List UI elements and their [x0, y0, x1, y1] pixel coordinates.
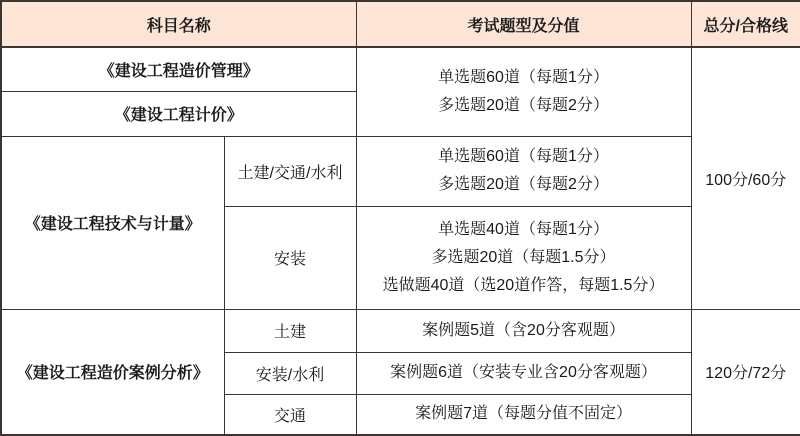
question-line: 多选题20道（每题2分）	[438, 96, 609, 114]
cell-questions-case-installation-water	[356, 352, 691, 394]
row-case-civil	[1, 309, 800, 352]
header-row	[1, 1, 800, 47]
question-line: 单选题60道（每题1分）	[438, 148, 609, 165]
cell-total-first-group: 100分/60分	[691, 47, 800, 309]
question-line: 单选题40道（每题1分）	[438, 220, 609, 238]
cell-subject-case-analysis: 《建设工程造价案例分析》	[1, 309, 224, 435]
question-line: 多选题20道（每题2分）	[438, 176, 609, 193]
cell-spec-civil-traffic-water: 土建/交通/水利	[224, 136, 356, 206]
cell-spec-civil: 土建	[224, 309, 356, 352]
question-line: 选做题40道（选20道作答，每题1.5分）	[382, 276, 665, 294]
header-subject-name: 科目名称	[1, 1, 356, 47]
cell-subject-management: 《建设工程造价管理》	[1, 47, 356, 91]
cell-questions-mgmt-pricing	[356, 47, 691, 136]
cell-questions-case-civil	[356, 309, 691, 352]
cell-subject-tech: 《建设工程技术与计量》	[1, 136, 224, 309]
header-total-passline: 总分/合格线	[691, 1, 800, 47]
question-line: 单选题60道（每题1分）	[438, 68, 609, 86]
row-management	[1, 47, 800, 91]
question-line: 案例题6道（安装专业含20分客观题）	[390, 364, 657, 381]
question-line: 多选题20道（每题1.5分）	[431, 248, 616, 266]
cell-questions-tech-civil	[356, 136, 691, 206]
cell-spec-traffic: 交通	[224, 394, 356, 435]
cell-subject-pricing: 《建设工程计价》	[1, 91, 356, 136]
row-tech-civil	[1, 136, 800, 206]
cell-total-second-group: 120分/72分	[691, 309, 800, 435]
cell-spec-installation-water: 安装/水利	[224, 352, 356, 394]
cell-spec-installation: 安装	[224, 206, 356, 309]
question-line: 案例题5道（含20分客观题）	[422, 321, 625, 339]
question-line: 案例题7道（每题分值不固定）	[415, 405, 632, 423]
cell-questions-case-traffic	[356, 394, 691, 435]
cell-questions-tech-installation	[356, 206, 691, 309]
header-question-types: 考试题型及分值	[356, 1, 691, 47]
